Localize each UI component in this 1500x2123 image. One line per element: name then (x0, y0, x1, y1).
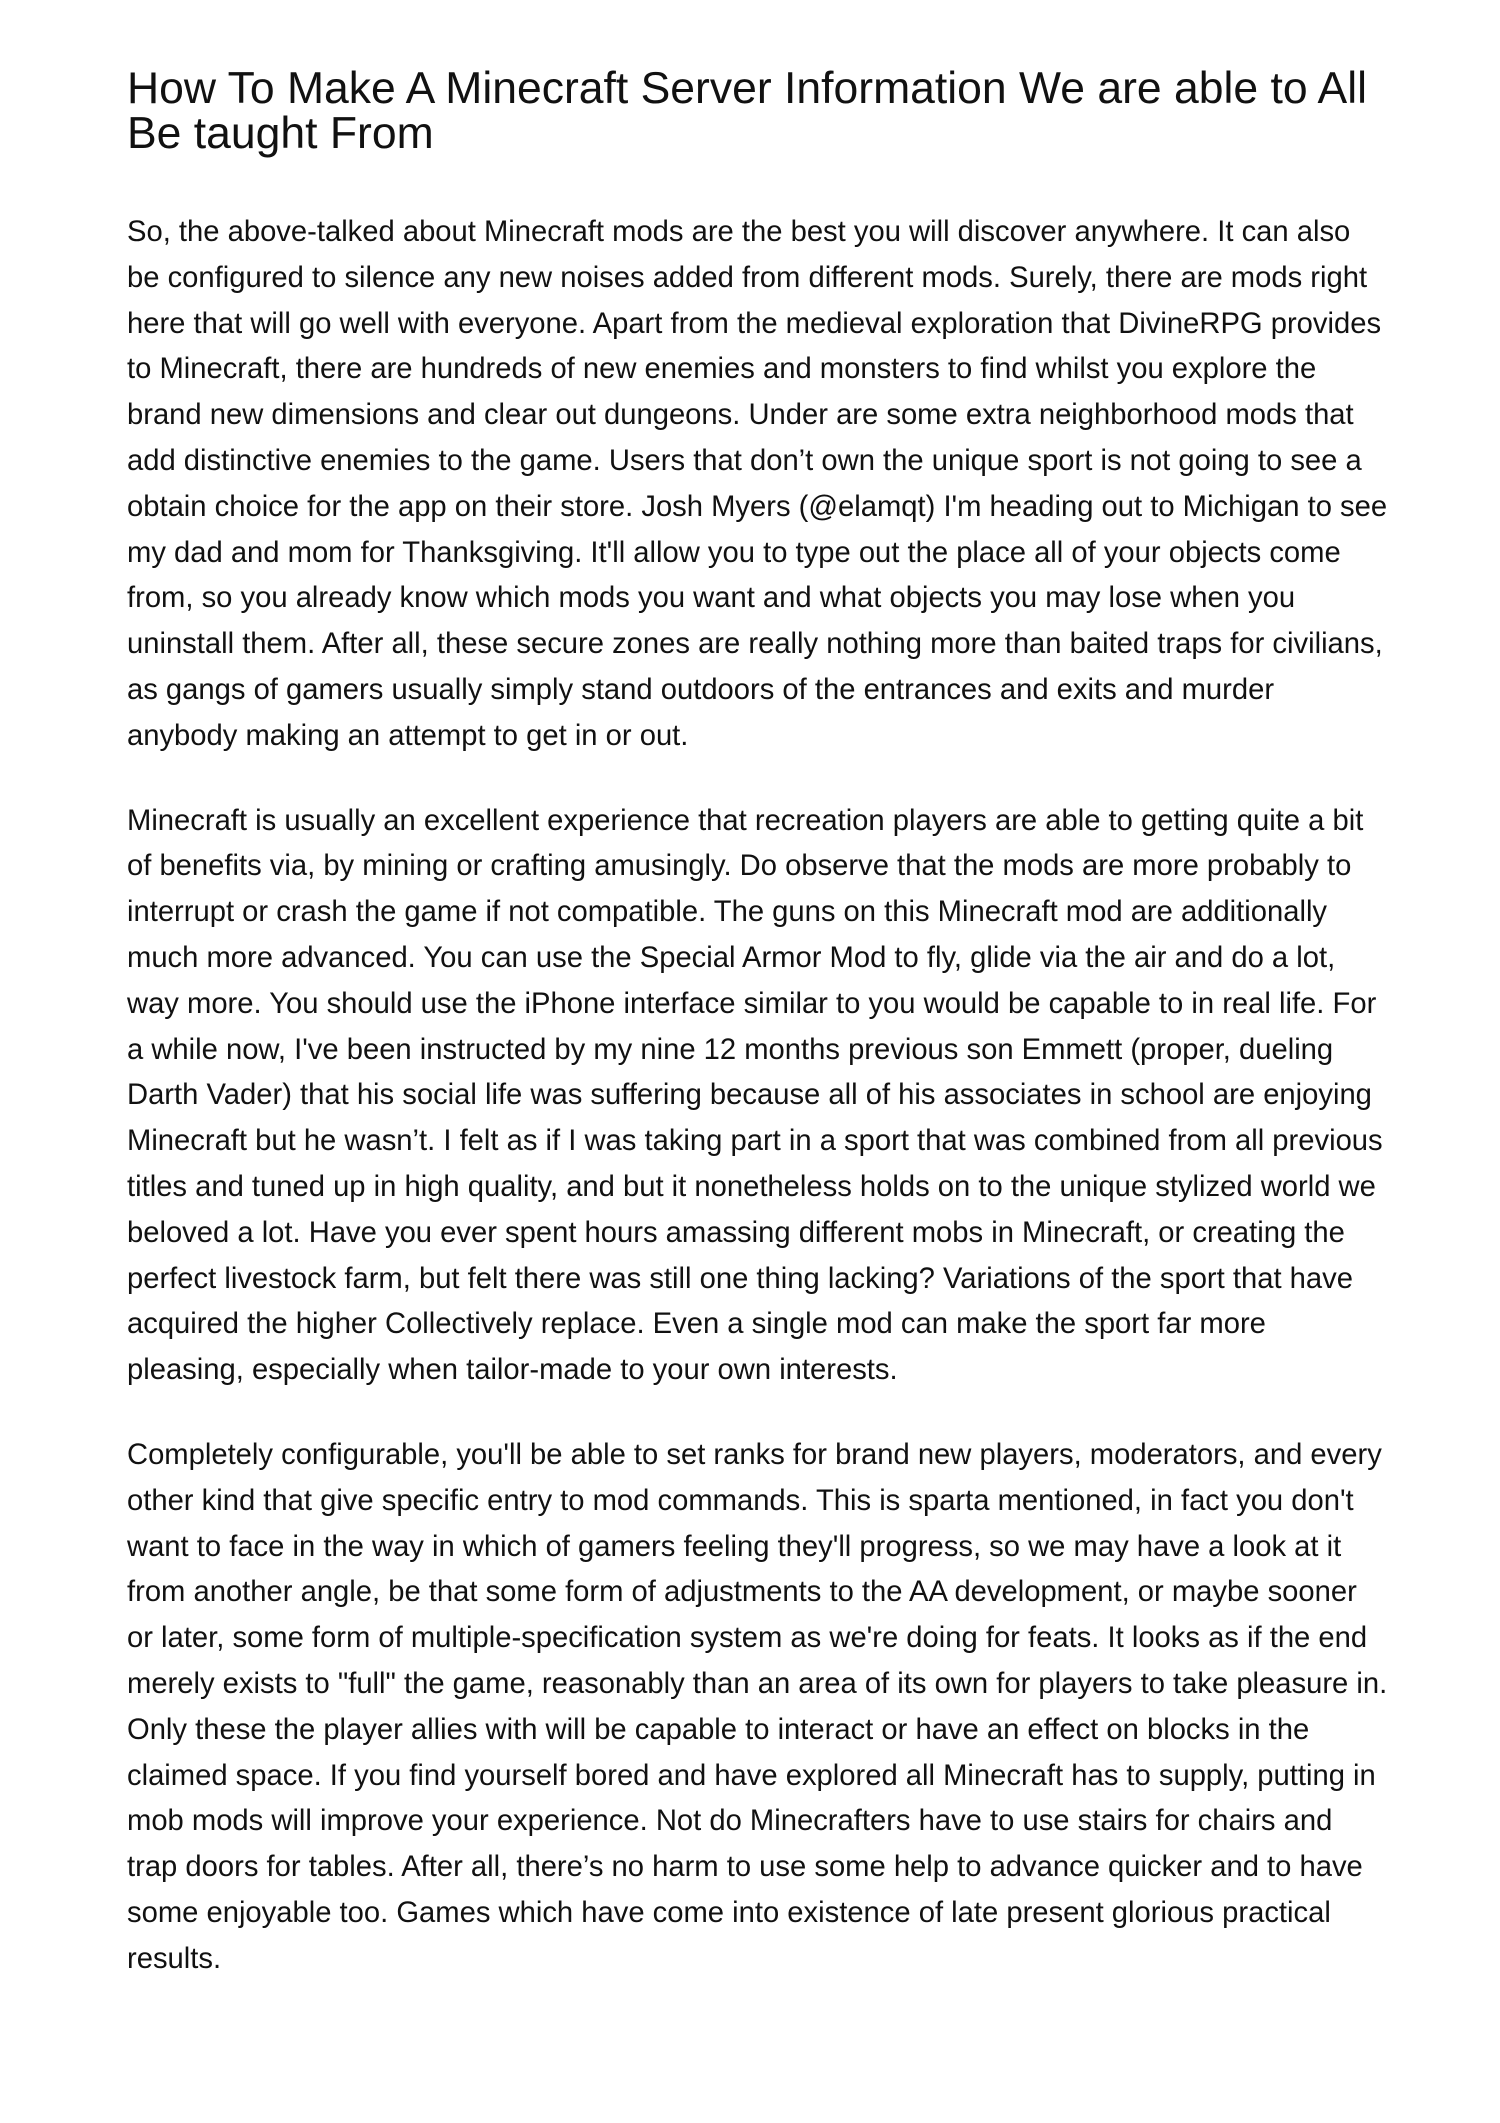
document-body (127, 210, 1389, 1982)
document-title: How To Make A Minecraft Server Information We are able to All Be taught From (127, 64, 1367, 158)
paragraph-1: So, the above-talked about Minecraft mods are the best you will discover anywhere. It can also be configured to silence any new noises added from different mods. Surely, there are mods right here that will go well with everyone. Apart from the medieval exploration that DivineRPG provides to Minecraft, there are hundreds of new enemies and monsters to find whilst you explore the brand new dimensions and clear out dungeons. Under are some extra neighborhood mods that add distinctive enemies to the game. Users that don’t own the unique sport is not going to see a obtain choice for the app on their store. Josh Myers (@elamqt) I'm heading out to Michigan to see my dad and mom for Thanksgiving. It'll allow you to type out the place all of your objects come from, so you already know which mods you want and what objects you may lose when you uninstall them. After all, these secure zones are really nothing more than baited traps for civilians, as gangs of gamers usually simply stand outdoors of the entrances and exits and murder anybody making an attempt to get in or out. (127, 216, 1388, 752)
document-page (127, 66, 1389, 2021)
paragraph-3: Completely configurable, you'll be able to set ranks for brand new players, moderators, and every other kind that give specific entry to mod commands. This is sparta mentioned, in fact you don't want to face in the way in which of gamers feeling they'll progress, so we may have a look at it from another angle, be that some form of adjustments to the AA development, or maybe sooner or later, some form of multiple-specification system as we're doing for feats. It looks as if the end merely exists to "full" the game, reasonably than an area of its own for players to take pleasure in. Only these the player allies with will be capable to interact or have an effect on blocks in the claimed space. If you find yourself bored and have explored all Minecraft has to supply, putting in mob mods will improve your experience. Not do Minecrafters have to use stairs for chairs and trap doors for tables. After all, there’s no harm to use some help to advance quicker and to have some enjoyable too. Games which have come into existence of late present glorious practical results. (127, 1438, 1388, 1975)
paragraph-2: Minecraft is usually an excellent experience that recreation players are able to getting quite a bit of benefits via, by mining or crafting amusingly. Do observe that the mods are more probably to interrupt or crash the game if not compatible. The guns on this Minecraft mod are additionally much more advanced. You can use the Special Armor Mod to fly, glide via the air and do a lot, way more. You should use the iPhone interface similar to you would be capable to in real life. For a while now, I've been instructed by my nine 12 months previous son Emmett (proper, dueling Darth Vader) that his social life was suffering because all of his associates in school are enjoying Minecraft but he wasn’t. I felt as if I was taking part in a sport that was combined from all previous titles and tuned up in high quality, and but it nonetheless holds on to the unique stylized world we beloved a lot. Have you ever spent hours amassing different mobs in Minecraft, or creating the perfect livestock farm, but felt there was still one thing lacking? Variations of the sport that have acquired the higher Collectively replace. Even a single mod can make the sport far more pleasing, especially when tailor-made to your own interests. (127, 804, 1383, 1387)
